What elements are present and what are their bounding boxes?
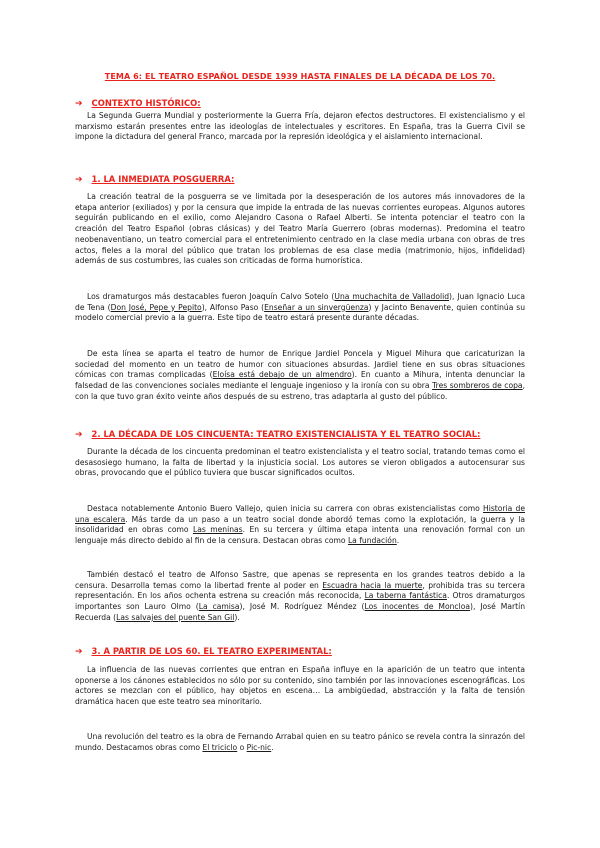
- paragraph: De esta línea se aparta el teatro de humor de Enrique Jardiel Poncela y Miguel Mihura que caricaturizan la sociedad del momento en un teatro de humor con situaciones absurdas. Jardiel tiene en sus obras situaciones cómicas con tramas complicadas (Eloísa está debajo de un almendro). En cuanto a Mihura, intenta denunciar la falsedad de las convenciones sociales mediante el lenguaje ingenioso y la ironía con su obra Tres sombreros de copa, con la que tuvo gran éxito veinte años después de su estreno, tras adaptarla al gusto del público.: [75, 349, 525, 401]
- paragraph: La influencia de las nuevas corrientes que entran en España influye en la aparición de un teatro que intenta oponerse a los cánones establecidos no sólo por su contenido, sino también por las innovaciones escenográficas. Los actores se mezclan con el público, hay objetos en escena… La ambigüedad, abstracción y la falta de tensión dramática hacen que este teatro sea minoritario.: [75, 665, 525, 707]
- work-title: Las salvajes del puente San Gil: [116, 612, 235, 622]
- work-title: Escuadra hacia la muerte: [322, 580, 423, 590]
- paragraph: Los dramaturgos más destacables fueron Joaquín Calvo Sotelo (Una muchachita de Valladolid), Juan Ignacio Luca de Tena (Don José, Pepe y Pepito), Alfonso Paso (Enseñar a un sinvergüenza) y Jacinto Benavente, quien continúa su modelo comercial previo a la guerra. Este tipo de teatro estará presente durante décadas.: [75, 292, 526, 323]
- work-title: Enseñar a un sinvergüenza: [264, 302, 369, 312]
- arrow-right-icon: ➔: [75, 430, 83, 440]
- work-title: Los inocentes de Moncloa: [364, 602, 470, 612]
- work-title: La fundación: [347, 536, 397, 546]
- work-title: Eloísa está debajo de un almendro: [212, 370, 352, 380]
- document-title: TEMA 6: EL TEATRO ESPAÑOL DESDE 1939 HASTA FINALES DE LA DÉCADA DE LOS 70.: [104, 72, 496, 81]
- work-title: Historia de una escalera: [75, 504, 525, 524]
- work-title: Don José, Pepe y Pepito: [110, 302, 202, 312]
- work-title: Una muchachita de Valladolid: [334, 292, 450, 301]
- paragraph: Una revolución del teatro es la obra de Fernando Arrabal quien en su teatro pánico se revela contra la sinrazón del mundo. Destacamos obras como El triciclo o Pic-nic.: [75, 732, 525, 752]
- paragraph: Destaca notablemente Antonio Buero Vallejo, quien inicia su carrera con obras existencialistas como Historia de una escalera. Más tarde da un paso a un teatro social donde abordó temas como la explotación, la guerra y la insolidaridad en obras como Las meninas. En su tercera y última etapa intenta una renovación formal con un lenguaje más directo debido al fin de la censura. Destacan obras como La fundación.: [75, 504, 525, 546]
- section-heading-postwar: ➔ 1. LA INMEDIATA POSGUERRA:: [75, 174, 235, 185]
- paragraph: También destacó el teatro de Alfonso Sastre, que apenas se representa en los grandes teatros debido a la censura. Desarrolla temas como la libertad frente al poder en Escuadra hacia la muerte, prohibida tras su tercera representación. En los años ochenta estrena su creación más reconocida, La taberna fantástica. Otros dramaturgos importantes son Lauro Olmo (La camisa), José M. Rodríguez Méndez (Los inocentes de Moncloa), José Martín Recuerda (Las salvajes del puente San Gil).: [75, 570, 526, 622]
- section-heading-fifties: ➔ 2. LA DÉCADA DE LOS CINCUENTA: TEATRO EXISTENCIALISTA Y EL TEATRO SOCIAL:: [75, 429, 481, 440]
- work-title: El triciclo: [202, 742, 238, 752]
- section-heading-experimental: ➔ 3. A PARTIR DE LOS 60. EL TEATRO EXPERIMENTAL:: [75, 646, 332, 657]
- work-title: Tres sombreros de copa: [432, 381, 523, 391]
- paragraph: La creación teatral de la posguerra se ve limitada por la desesperación de los autores más innovadores de la etapa anterior (exiliados) y por la censura que impide la entrada de las nuevas corrientes europeas. Algunos autores seguirán publicando en el exilio, como Alejandro Casona o Rafael Alberti. Se intenta potenciar el teatro con la creación del Teatro Español (obras clásicas) y del Teatro María Guerrero (obras modernas). Predomina el teatro neobenaventiano, un teatro comercial para el entretenimiento centrado en la clase media urbana con obras de tres actos, fieles a la moral del público que tratan los problemas de esa clase media (matrimonio, hijos, infidelidad) además de sus costumbres, las cuales son criticadas de forma humorística.: [75, 192, 525, 266]
- work-title: La taberna fantástica: [364, 591, 447, 601]
- arrow-right-icon: ➔: [75, 647, 83, 657]
- work-title: Pic-nic: [246, 742, 272, 752]
- arrow-right-icon: ➔: [75, 99, 83, 109]
- section-heading-historical-context: ➔ CONTEXTO HISTÓRICO:: [75, 98, 201, 109]
- paragraph: La Segunda Guerra Mundial y posteriormente la Guerra Fría, dejaron efectos destructores. El existencialismo y el marxismo estarán presentes entre las ideologías de intelectuales y escritores. En España, tras la Guerra Civil se impone la dictadura del general Franco, marcada por la represión ideológica y el aislamiento internacional.: [75, 111, 525, 142]
- arrow-right-icon: ➔: [75, 175, 83, 185]
- work-title: La camisa: [198, 602, 240, 612]
- paragraph: Durante la década de los cincuenta predominan el teatro existencialista y el teatro social, tratando temas como el desasosiego humano, la falta de libertad y la injusticia social. Los autores se vieron obligados a autocensurar sus obras, provocando que el público tuviera que buscar significados ocultos.: [75, 447, 525, 478]
- work-title: Las meninas: [192, 525, 243, 535]
